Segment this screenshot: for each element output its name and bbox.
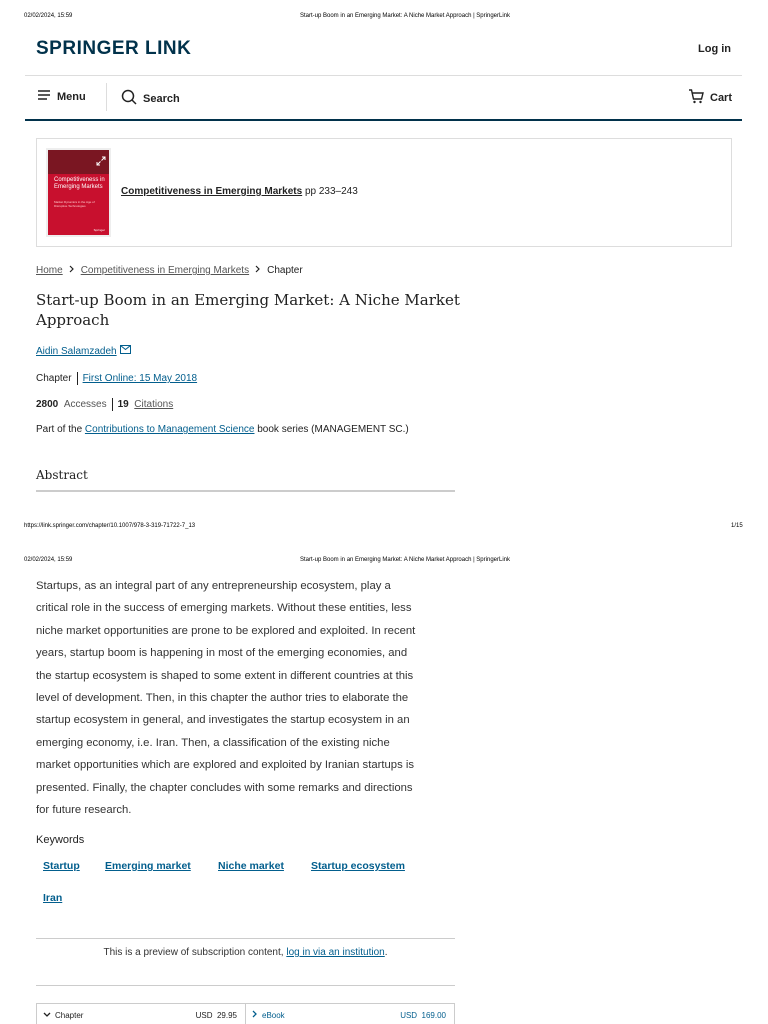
print-url: https://link.springer.com/chapter/10.1007/978-3-319-71722-7_13 — [24, 523, 196, 529]
abstract-line: for future research. — [36, 804, 132, 817]
abstract-line: Startups, as an integral part of any entrepreneurship ecosystem, play a — [36, 580, 391, 592]
nav-bottom-rule — [25, 119, 742, 121]
chapter-price — [196, 1011, 237, 1020]
chapter-option-label: Chapter — [55, 1010, 84, 1020]
series-prefix: Part of the — [36, 424, 83, 435]
cart-icon — [688, 89, 704, 107]
print-title: Start-up Boom in an Emerging Market: A Niche Market Approach | SpringerLink — [300, 13, 510, 19]
keyword-link[interactable]: Iran — [43, 892, 63, 904]
menu-label: Menu — [57, 90, 86, 103]
book-title-link[interactable]: Competitiveness in Emerging Markets — [121, 186, 303, 197]
print-title: Start-up Boom in an Emerging Market: A Niche Market Approach | SpringerLink — [300, 557, 510, 563]
book-cover[interactable] — [48, 150, 109, 235]
search-icon — [121, 89, 137, 108]
chevron-right-icon — [255, 265, 261, 276]
abstract-line: critical role in the success of emerging markets. Without these entities, less — [36, 602, 412, 615]
ebook-purchase-option[interactable] — [245, 1004, 454, 1024]
breadcrumb-current: Chapter — [267, 265, 303, 276]
chevron-down-icon — [43, 1011, 51, 1020]
chapter-purchase-option[interactable] — [37, 1004, 245, 1024]
abstract-line: market opportunities which are explored and exploited by Iranian startups is — [36, 759, 415, 772]
abstract-rule — [36, 490, 455, 492]
chapter-price-value: 29.95 — [216, 1010, 237, 1020]
preview-notice — [36, 947, 455, 958]
ebook-price — [400, 1011, 446, 1020]
book-pages: pp 233–243 — [304, 186, 358, 197]
series-suffix: book series (MANAGEMENT SC.) — [257, 424, 409, 435]
abstract-line: level of development. Then, in this chapter the author tries to elaborate the — [36, 692, 409, 705]
author-link[interactable]: Aidin Salamzadeh — [36, 345, 117, 357]
abstract-heading: Abstract — [36, 468, 88, 482]
print-datetime: 02/02/2024, 15:59 — [24, 13, 73, 19]
cart-button[interactable] — [688, 89, 732, 107]
keyword-link[interactable]: Startup ecosystem — [311, 860, 405, 872]
preview-rule-bottom — [36, 985, 455, 986]
accesses-label: Accesses — [63, 399, 107, 411]
header-divider — [25, 75, 742, 76]
breadcrumb-book[interactable]: Competitiveness in Emerging Markets — [80, 265, 250, 276]
pricing-bar — [36, 1003, 455, 1024]
abstract-line: years, startup boom is happening in most of the emerging economies, and — [36, 647, 408, 660]
preview-prefix: This is a preview of subscription content, — [103, 947, 287, 958]
breadcrumb — [36, 265, 303, 276]
keyword-link[interactable]: Emerging market — [105, 860, 191, 872]
menu-icon — [37, 89, 51, 104]
content-type: Chapter — [36, 373, 72, 385]
chapter-title: Start-up Boom in an Emerging Market: A Niche Market Approach — [36, 291, 460, 329]
keyword-link[interactable]: Startup — [43, 860, 80, 872]
citations-link[interactable]: Citations — [134, 399, 174, 411]
search-label: Search — [143, 92, 180, 105]
chapter-currency: USD — [195, 1010, 213, 1020]
abstract-line: presented. Finally, the chapter concludes with some remarks and directions — [36, 781, 413, 794]
nav-separator — [106, 83, 107, 111]
cover-brand: Springer — [93, 228, 105, 232]
institution-login-link[interactable]: log in via an institution — [286, 947, 385, 958]
cover-title: Competitiveness in Emerging Markets — [54, 177, 105, 190]
abstract-text — [36, 575, 458, 821]
first-online-link[interactable]: First Online: 15 May 2018 — [82, 373, 198, 385]
ebook-price-value: 169.00 — [421, 1010, 446, 1020]
book-info-box — [36, 138, 732, 247]
springer-link-logo[interactable]: SPRINGER LINK — [36, 38, 192, 59]
ebook-currency: USD — [400, 1010, 418, 1020]
meta-divider — [77, 372, 78, 385]
login-link[interactable]: Log in — [698, 43, 731, 55]
abstract-line: the startup ecosystem is shaped to some extent in different countries at this — [36, 669, 414, 682]
book-title-line — [121, 186, 358, 197]
preview-rule-top — [36, 938, 455, 939]
cart-label: Cart — [710, 92, 733, 104]
cover-subtitle: Market Dynamics in the Age of Disruptive Technologies — [54, 200, 95, 208]
chevron-right-icon — [252, 1010, 258, 1020]
metrics-divider — [112, 398, 113, 411]
keywords-heading: Keywords — [36, 834, 85, 846]
chevron-right-icon — [69, 265, 75, 276]
email-icon[interactable] — [120, 345, 131, 357]
breadcrumb-home[interactable]: Home — [36, 265, 63, 276]
search-button[interactable] — [121, 89, 180, 108]
keyword-link[interactable]: Niche market — [218, 860, 284, 872]
menu-button[interactable] — [37, 89, 86, 104]
series-line — [36, 424, 409, 435]
print-datetime: 02/02/2024, 15:59 — [24, 557, 73, 563]
abstract-line: emerging economy, i.e. Iran. Then, a classification of the existing niche — [36, 736, 390, 749]
abstract-line: startup ecosystem in general, and investigates the startup ecosystem in an — [36, 714, 410, 727]
preview-suffix: . — [384, 947, 388, 958]
abstract-line: niche market opportunities are prone to be explored and exploited. In recent — [36, 624, 416, 637]
chapter-meta — [36, 372, 197, 385]
series-link[interactable]: Contributions to Management Science — [84, 424, 255, 435]
citations-count: 19 — [117, 399, 129, 411]
author-line — [36, 345, 131, 357]
chapter-metrics — [36, 398, 173, 411]
print-page-number: 1/15 — [731, 523, 743, 529]
ebook-option-label: eBook — [262, 1010, 285, 1020]
expand-icon[interactable] — [96, 153, 106, 171]
accesses-count: 2800 — [36, 399, 59, 411]
